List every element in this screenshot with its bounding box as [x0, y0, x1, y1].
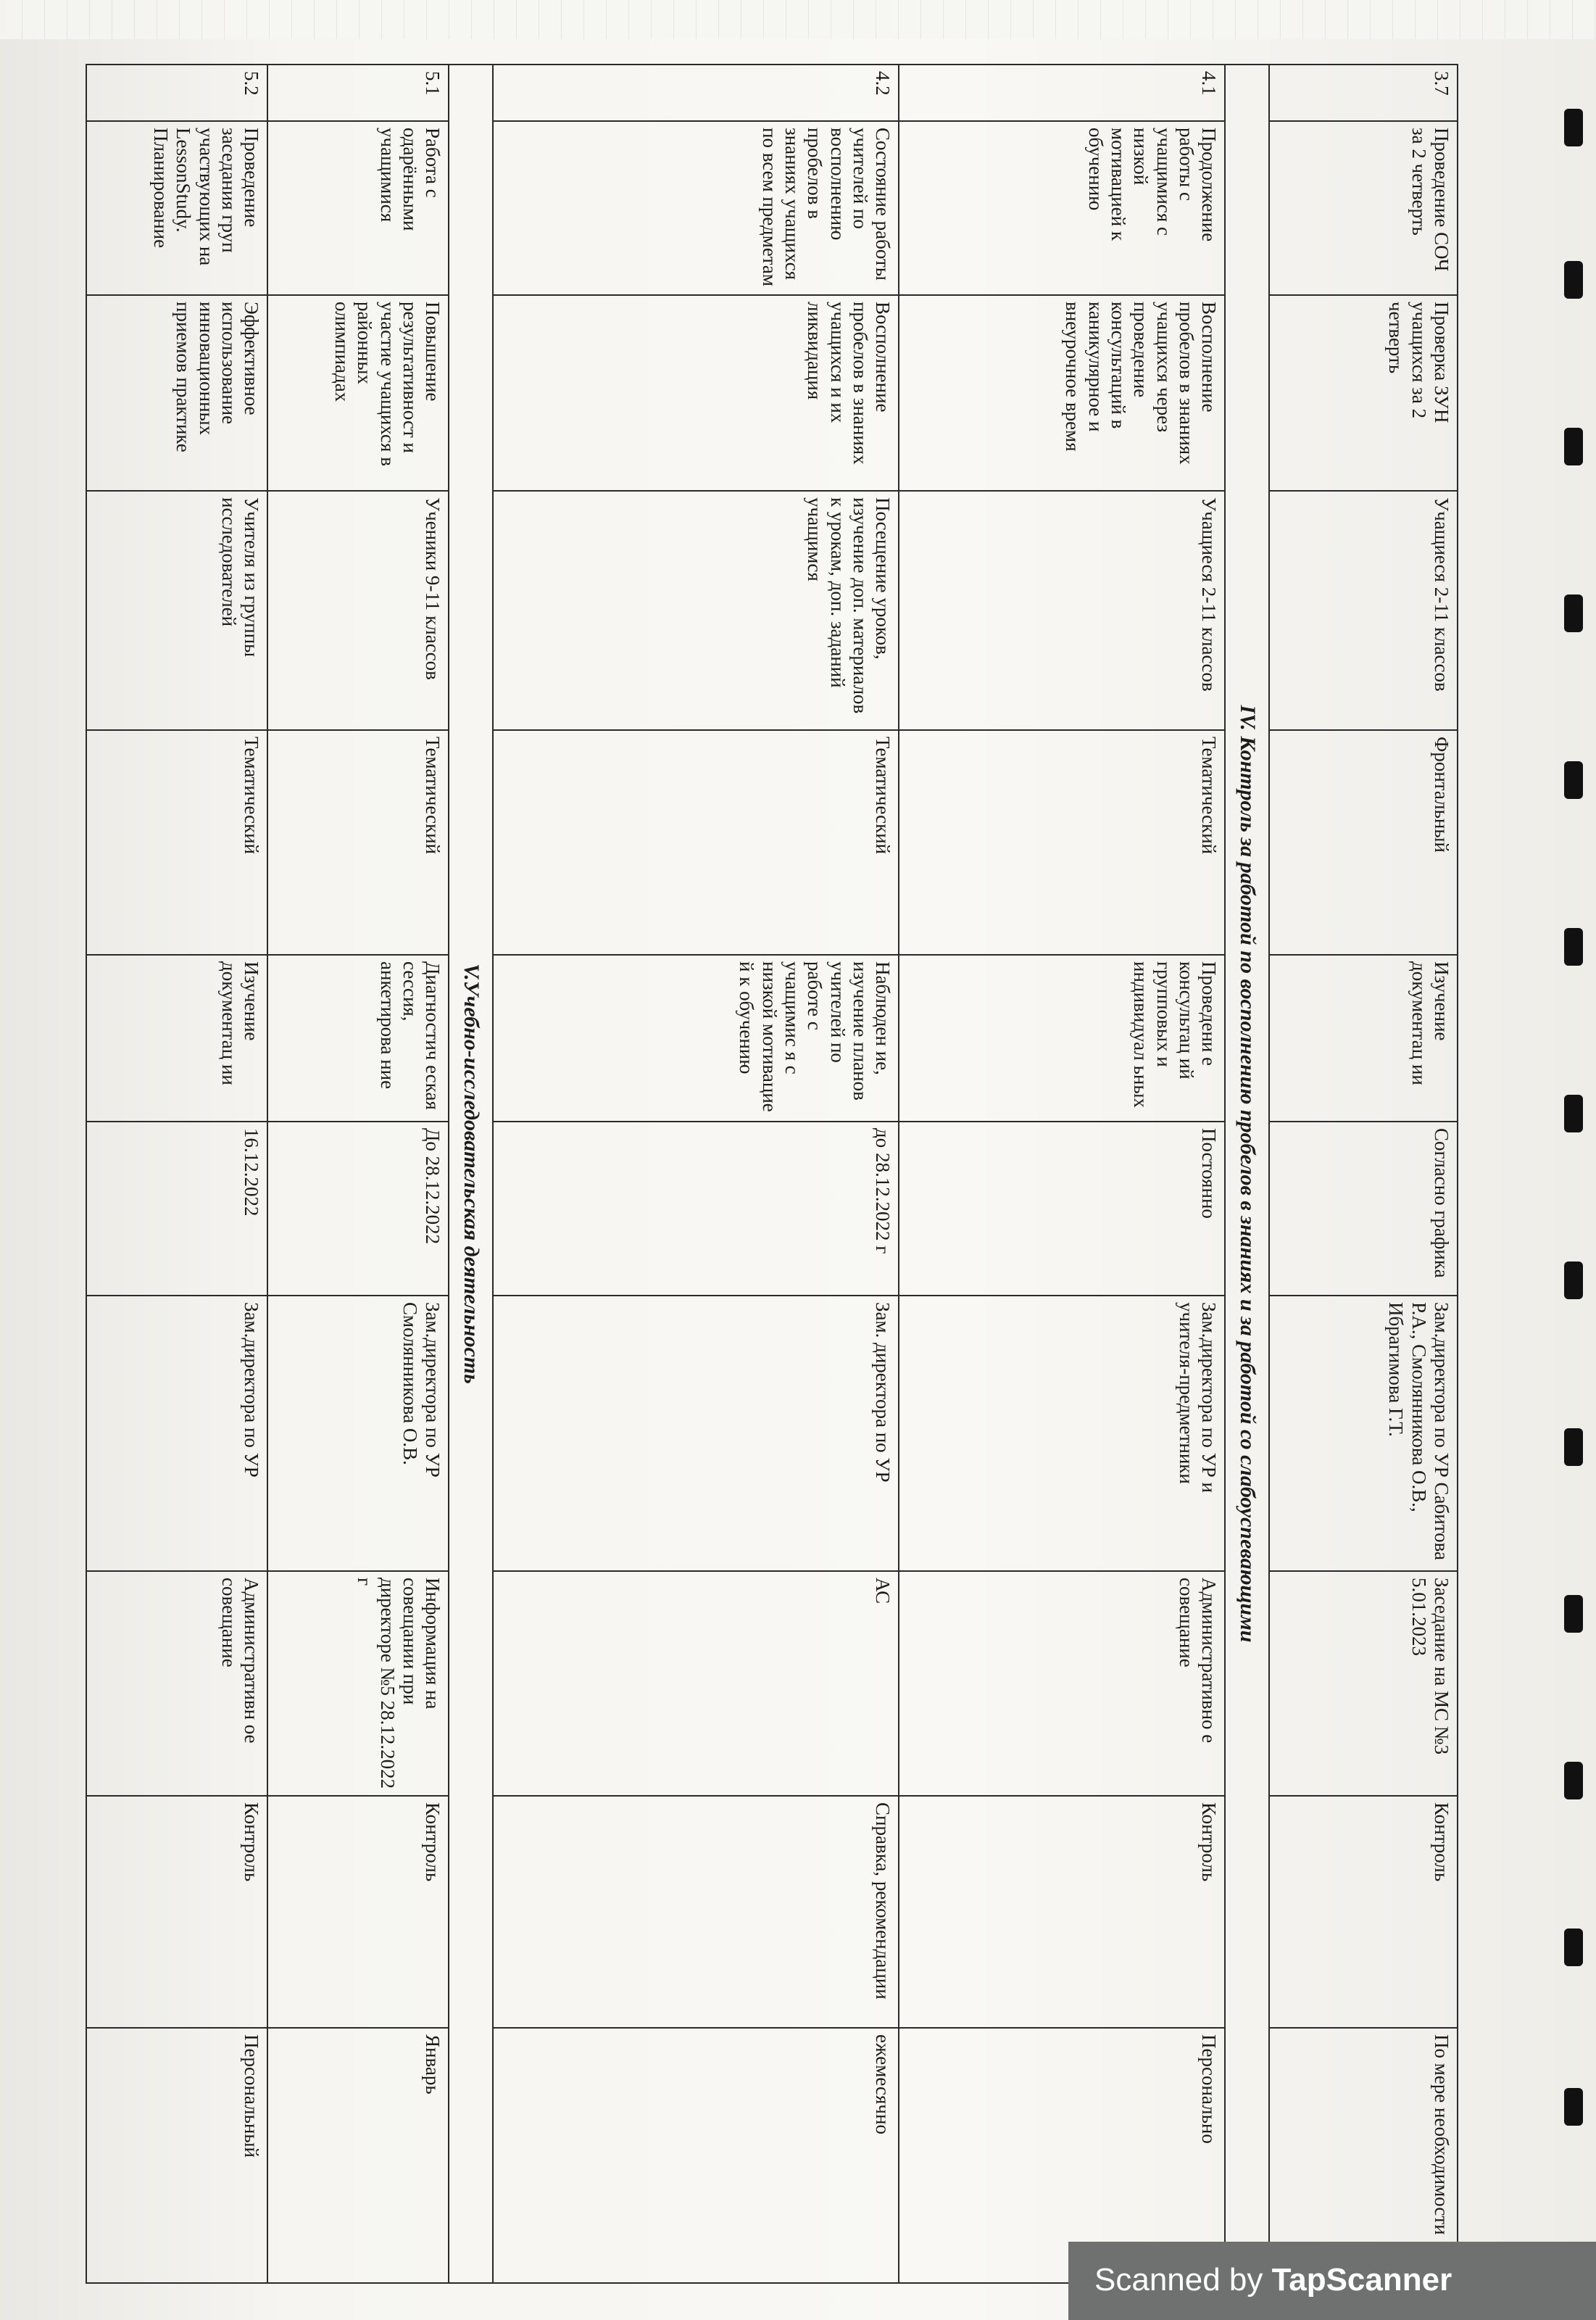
cell-responsible: Зам.директора по УР и учителя-предметники [899, 1296, 1225, 1571]
cell-goal: Эффективное использование инновационных приемов практике [86, 295, 267, 491]
cell-num: 4.2 [493, 65, 899, 121]
cell-topic: Продолжение работы с учащимися с низкой мотивацией к обучению [899, 121, 1225, 295]
cell-where: Административн ое совещание [86, 1571, 267, 1796]
table-row [899, 65, 1225, 2283]
watermark-prefix: Scanned by [1094, 2262, 1272, 2298]
section-header-row [1225, 65, 1269, 2283]
binder-ring [1564, 1928, 1583, 1966]
cell-next: По мере необходимости [1269, 2028, 1458, 2283]
cell-object: Посещение уроков, изучение доп. материалов к урокам, доп. заданий учащимся [493, 491, 899, 730]
cell-responsible: Зам.директора по УР Смолянникова О.В. [267, 1296, 449, 1571]
cell-method: Изучение документац ии [86, 955, 267, 1122]
cell-object: Учителя из группы исследователей [86, 491, 267, 730]
binder-ring [1564, 761, 1583, 799]
cell-next: Январь [267, 2028, 449, 2283]
table-row [267, 65, 449, 2283]
cell-responsible: Зам.директора по УР Сабитова Р.А., Смолянникова О.В., Ибрагимова Г.Т. [1269, 1296, 1458, 1571]
cell-where: Информация на совещании при директоре №5 28.12.2022 г [267, 1571, 449, 1796]
watermark-brand: TapScanner [1271, 2262, 1452, 2298]
binder-rings [1509, 0, 1596, 2320]
cell-date: До 28.12.2022 [267, 1122, 449, 1296]
cell-num: 4.1 [899, 65, 1225, 121]
cell-result: Контроль [86, 1796, 267, 2028]
binder-ring [1564, 1428, 1583, 1466]
cell-method: Изучение документац ии [1269, 955, 1458, 1122]
cell-result: Контроль [899, 1796, 1225, 2028]
table-row [1269, 65, 1458, 2283]
cell-date: Согласно графика [1269, 1122, 1458, 1296]
cell-num: 5.1 [267, 65, 449, 121]
cell-where: Административно е совещание [899, 1571, 1225, 1796]
cell-type: Тематический [86, 730, 267, 955]
binder-ring [1564, 109, 1583, 146]
cell-type: Тематический [899, 730, 1225, 955]
cell-method: Диагностич еская сессия, анкетирова ние [267, 955, 449, 1122]
cell-result: Контроль [267, 1796, 449, 2028]
section-iv-title: IV. Контроль за работой по восполнению пробелов в знаниях и за работой со слабоуспевающими [1225, 65, 1269, 2283]
cell-method: Проведени е консультац ий групповых и индивидуал ьных [899, 955, 1225, 1122]
binder-ring [1564, 428, 1583, 465]
cell-goal: Восполнение пробелов в знаниях учащихся через проведение консультаций в каникулярное и внеурочное время [899, 295, 1225, 491]
cell-where: АС [493, 1571, 899, 1796]
cell-goal: Восполнение пробелов в знаниях учащихся и их ликвидация [493, 295, 899, 491]
cell-object: Ученики 9-11 классов [267, 491, 449, 730]
watermark-text [1094, 2262, 1452, 2298]
cell-next: ежемесячно [493, 2028, 899, 2283]
cell-topic: Работа с одарёнными учащимися [267, 121, 449, 295]
notebook-grid-edge [0, 0, 1596, 39]
cell-next: Персональный [86, 2028, 267, 2283]
binder-ring [1564, 594, 1583, 632]
cell-topic: Проведение СОЧ за 2 четверть [1269, 121, 1458, 295]
rotated-table-container [132, 64, 1458, 2282]
cell-num: 3.7 [1269, 65, 1458, 121]
cell-date: 16.12.2022 [86, 1122, 267, 1296]
binder-ring [1564, 1595, 1583, 1633]
cell-type: Тематический [267, 730, 449, 955]
cell-method: Наблюден ие, изучение планов учителей по работе с учащимис я с низкой мотивацие й к обучению [493, 955, 899, 1122]
cell-type: Фронтальный [1269, 730, 1458, 955]
cell-date: Постоянно [899, 1122, 1225, 1296]
table-row [493, 65, 899, 2283]
cell-next: Персонально [899, 2028, 1225, 2283]
cell-topic: Состояние работы учителей по восполнению пробелов в знаниях учащихся по всем предметам [493, 121, 899, 295]
cell-num: 5.2 [86, 65, 267, 121]
binder-ring [1564, 928, 1583, 966]
binder-ring [1564, 1095, 1583, 1132]
cell-goal: Проверка ЗУН учащихся за 2 четверть [1269, 295, 1458, 491]
cell-goal: Повышение результативност и участие учащихся в районных олимпиадах [267, 295, 449, 491]
cell-object: Учащиеся 2-11 классов [899, 491, 1225, 730]
section-v-title: V.Учебно-исследовательская деятельность [449, 65, 493, 2283]
cell-responsible: Зам.директора по УР [86, 1296, 267, 1571]
cell-responsible: Зам. директора по УР [493, 1296, 899, 1571]
cell-date: до 28.12.2022 г [493, 1122, 899, 1296]
cell-result: Контроль [1269, 1796, 1458, 2028]
section-header-row [449, 65, 493, 2283]
binder-ring [1564, 261, 1583, 299]
cell-type: Тематический [493, 730, 899, 955]
binder-ring [1564, 2088, 1583, 2126]
cell-object: Учащиеся 2-11 классов [1269, 491, 1458, 730]
control-plan-table [86, 64, 1458, 2284]
scanner-watermark [1068, 2242, 1596, 2320]
cell-where: Заседание на МС №3 5.01.2023 [1269, 1571, 1458, 1796]
table-row [86, 65, 267, 2283]
cell-topic: Проведение заседания груп участвующих на LessonStudy. Планирование [86, 121, 267, 295]
binder-ring [1564, 1262, 1583, 1299]
cell-result: Справка, рекомендации [493, 1796, 899, 2028]
binder-ring [1564, 1762, 1583, 1799]
